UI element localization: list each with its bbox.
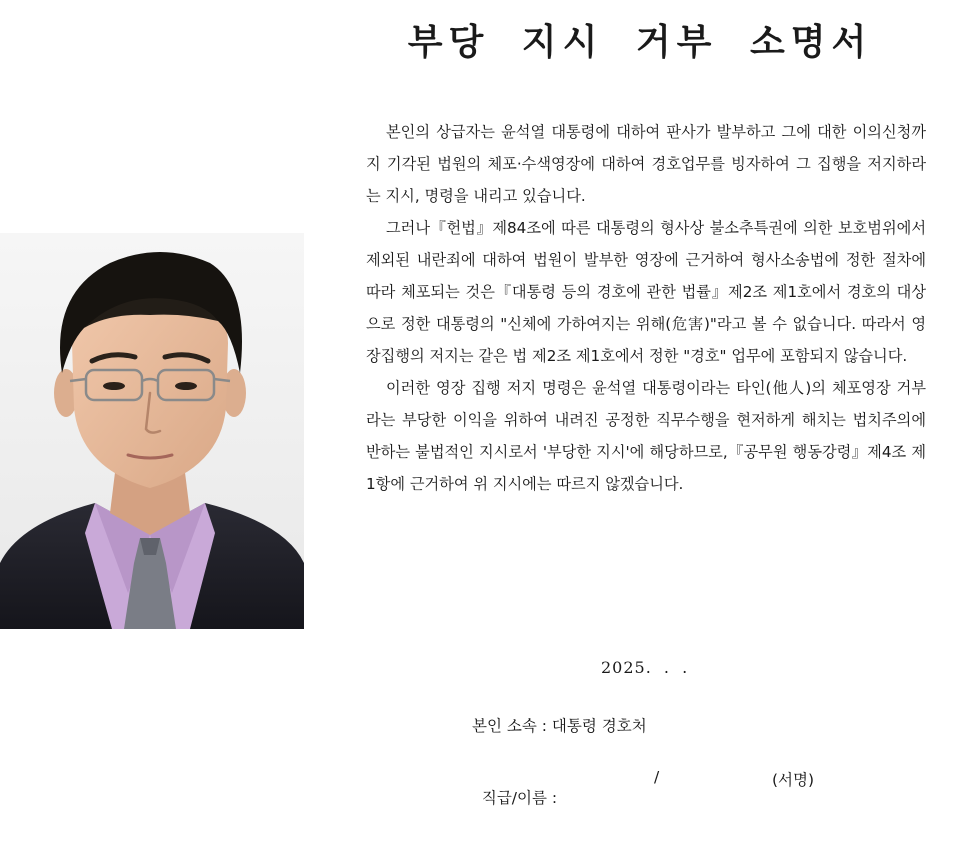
affiliation-line: 본인 소속 : 대통령 경호처	[472, 717, 647, 735]
document-date: 2025. . .	[601, 658, 689, 677]
portrait-photo	[0, 233, 304, 629]
signature-line	[472, 768, 815, 844]
document-title: 부당 지시 거부 소명서	[407, 22, 873, 63]
statement-body	[366, 116, 926, 500]
paragraph-1: 본인의 상급자는 윤석열 대통령에 대하여 판사가 발부하고 그에 대한 이의신청까지 기각된 법원의 체포·수색영장에 대하여 경호업무를 빙자하여 그 집행을 저지하라는 지시, 명령을 내리고 있습니다.	[366, 123, 926, 205]
paragraph-2: 그러나『헌법』제84조에 따른 대통령의 형사상 불소추특권에 의한 보호범위에서 제외된 내란죄에 대하여 법원이 발부한 영장에 근거하여 형사소송법에 정한 절차에 따라 체포되는 것은『대통령 등의 경호에 관한 법률』제2조 제1호에서 경호의 대상으로 정한 대통령의 "신체에 가하여지는 위해(危害)"라고 볼 수 없습니다. 따라서 영장집행의 저지는 같은 법 제2조 제1호에서 정한 "경호" 업무에 포함되지 않습니다.	[366, 219, 926, 365]
signature-slash: /	[654, 768, 660, 786]
signature-seal-mark: (서명)	[772, 771, 815, 789]
paragraph-3: 이러한 영장 집행 저지 명령은 윤석열 대통령이라는 타인(他人)의 체포영장 거부라는 부당한 이익을 위하여 내려진 공정한 직무수행을 현저하게 해치는 법치주의에 반하는 불법적인 지시로서 '부당한 지시'에 해당하므로,『공무원 행동강령』제4조 제1항에 근거하여 위 지시에는 따르지 않겠습니다.	[366, 379, 926, 493]
signature-label: 직급/이름 :	[481, 789, 558, 807]
